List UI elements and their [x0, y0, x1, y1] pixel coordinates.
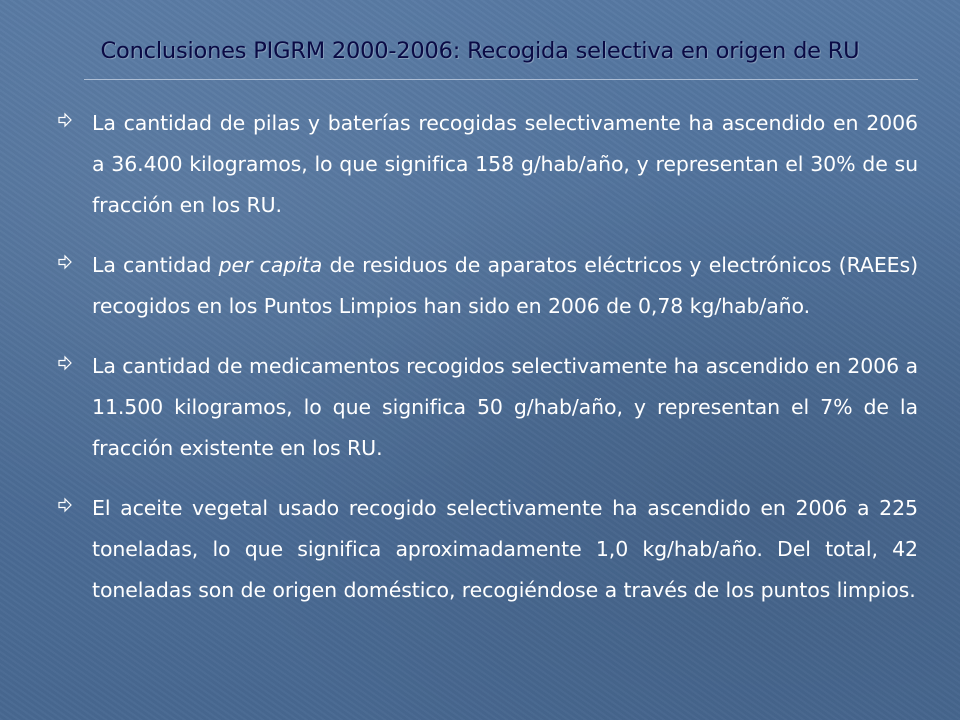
hollow-right-arrow-icon	[58, 355, 72, 371]
bullet-text-end: de residuos de aparatos eléctricos y electrónicos (RAEEs) recogidos en los Puntos Limpios han sido en 2006 de 0,78 kg/hab/año.	[92, 253, 918, 318]
bullet-item-medicamentos	[58, 346, 918, 469]
bullet-item-pilas	[58, 103, 918, 226]
bullet-list	[58, 103, 918, 630]
bullet-text	[92, 245, 918, 327]
title-divider	[84, 79, 918, 80]
bullet-text: El aceite vegetal usado recogido selectivamente ha ascendido en 2006 a 225 toneladas, lo que significa aproximadamente 1,0 kg/hab/año. Del total, 42 toneladas son de origen doméstico, recogiéndose a través de los puntos limpios.	[92, 496, 918, 602]
bullet-text: La cantidad de pilas y baterías recogidas selectivamente ha ascendido en 2006 a 36.400 kilogramos, lo que significa 158 g/hab/año, y representan el 30% de su fracción en los RU.	[92, 111, 918, 217]
slide-title: Conclusiones PIGRM 2000-2006: Recogida selectiva en origen de RU	[100, 38, 860, 64]
hollow-right-arrow-icon	[58, 254, 72, 270]
bullet-item-raee	[58, 245, 918, 327]
bullet-item-aceite	[58, 488, 918, 611]
bullet-text-italic: per capita	[218, 253, 323, 277]
hollow-right-arrow-icon	[58, 112, 72, 128]
bullet-text: La cantidad de medicamentos recogidos selectivamente ha ascendido en 2006 a 11.500 kilogramos, lo que significa 50 g/hab/año, y representan el 7% de la fracción existente en los RU.	[92, 354, 918, 460]
hollow-right-arrow-icon	[58, 497, 72, 513]
bullet-text-start: La cantidad	[92, 253, 219, 277]
